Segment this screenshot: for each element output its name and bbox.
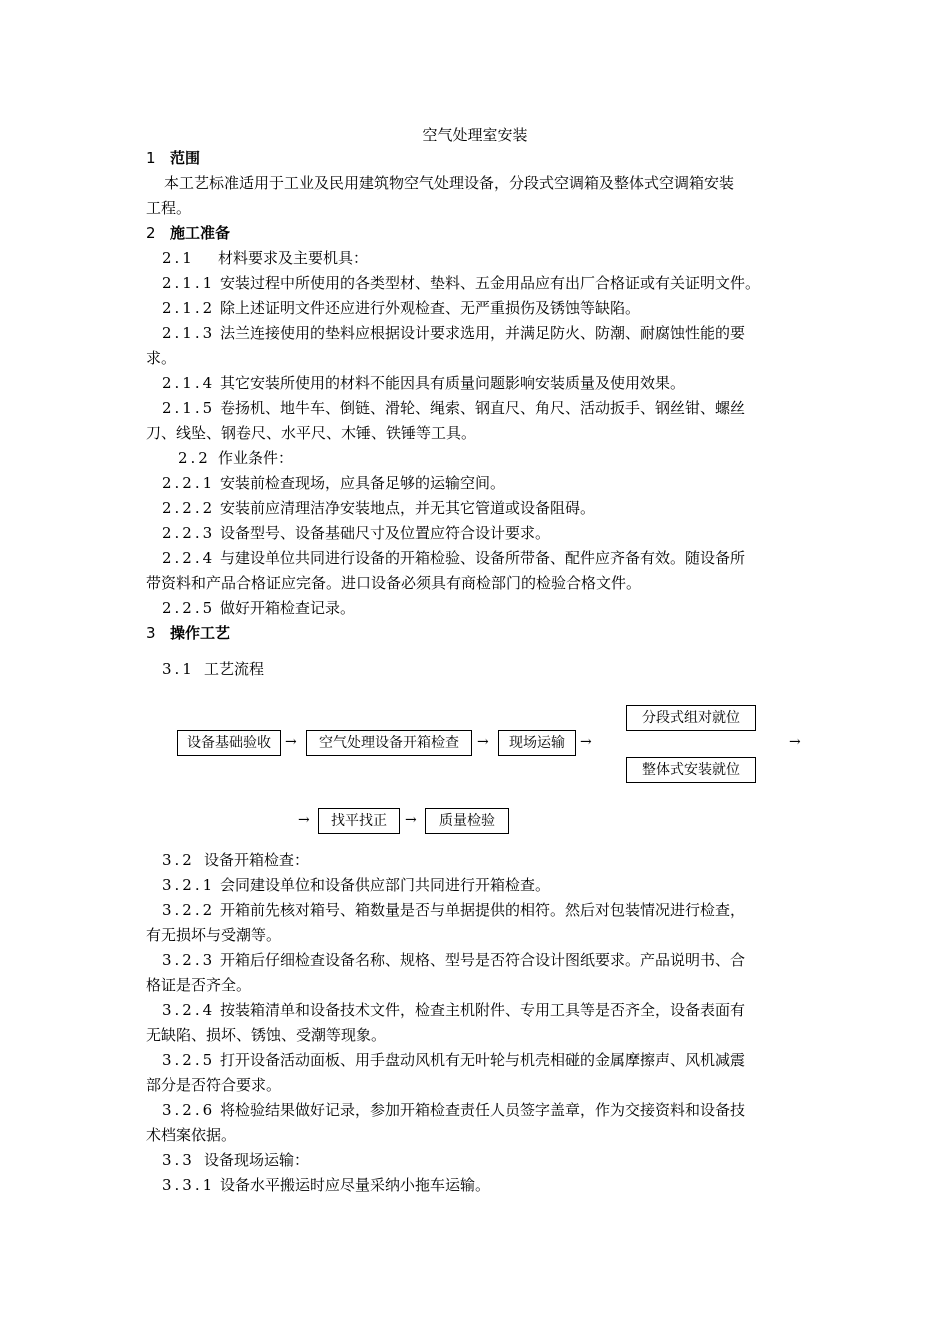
flow-arrow: → (405, 812, 417, 828)
clause-3-1 (162, 657, 842, 682)
clause-text: 卷扬机、地牛车、倒链、滑轮、绳索、钢直尺、角尺、活动扳手、钢丝钳、螺丝 (220, 399, 746, 417)
clause-text: 会同建设单位和设备供应部门共同进行开箱检查。 (220, 876, 551, 894)
clause-text: 打开设备活动面板、用手盘动风机有无叶轮与机壳相碰的金属摩擦声、风机减震 (220, 1051, 746, 1069)
clause-2-2-5 (162, 596, 842, 621)
clause-3-3 (162, 1148, 842, 1173)
flow-step-site-transport: 现场运输 (498, 730, 576, 756)
clause-number: 3.2.6 (162, 1101, 216, 1119)
clause-number: 2.2.3 (162, 524, 216, 542)
section-title: 施工准备 (170, 224, 231, 242)
document-title: 空气处理室安装 (422, 126, 528, 144)
clause-3-2-3 (162, 948, 842, 973)
clause-2-1-1 (162, 271, 842, 296)
clause-text: 其它安装所使用的材料不能因具有质量问题影响安装质量及使用效果。 (220, 374, 686, 392)
clause-2-1-5 (162, 396, 842, 421)
clause-text: 与建设单位共同进行设备的开箱检验、设备所带备、配件应齐备有效。随设备所 (220, 549, 746, 567)
clause-number: 2.1.5 (162, 399, 216, 417)
clause-number: 3.1 (162, 660, 195, 678)
clause-text: 设备水平搬运时应尽量采纳小拖车运输。 (220, 1176, 491, 1194)
clause-2-2-3 (162, 521, 842, 546)
flow-arrow: → (298, 812, 310, 828)
clause-text: 按装箱清单和设备技术文件，检查主机附件、专用工具等是否齐全，设备表面有 (220, 1001, 746, 1019)
clause-3-2-2 (162, 898, 842, 923)
clause-number: 2.2.1 (162, 474, 216, 492)
clause-text: 除上述证明文件还应进行外观检查、无严重损伤及锈蚀等缺陷。 (220, 299, 641, 317)
clause-text: 开箱前先核对箱号、箱数量是否与单据提供的相符。然后对包装情况进行检查， (220, 901, 746, 919)
paragraph-scope-line2: 工程。 (146, 199, 192, 217)
clause-3-2-1 (162, 873, 842, 898)
clause-3-2-6-cont: 术档案依据。 (146, 1126, 237, 1144)
flow-step-sectional-assembly: 分段式组对就位 (626, 705, 756, 731)
flow-step-foundation-acceptance: 设备基础验收 (177, 730, 281, 756)
flow-step-integral-installation: 整体式安装就位 (626, 757, 756, 783)
clause-2-1-3 (162, 321, 842, 346)
clause-number: 2.2 (178, 449, 211, 467)
clause-number: 2.2.5 (162, 599, 216, 617)
flow-arrow: → (285, 734, 297, 750)
clause-2-2 (178, 446, 858, 471)
clause-number: 2.1 (162, 249, 195, 267)
section-1-heading (146, 146, 200, 171)
clause-number: 2.2.2 (162, 499, 216, 517)
flow-step-quality-inspection: 质量检验 (425, 808, 509, 834)
clause-number: 3.2.4 (162, 1001, 216, 1019)
clause-text: 开箱后仔细检查设备名称、规格、型号是否符合设计图纸要求。产品说明书、合 (220, 951, 746, 969)
flow-arrow: → (789, 734, 801, 750)
clause-2-2-2 (162, 496, 842, 521)
flow-step-leveling-alignment: 找平找正 (318, 808, 400, 834)
section-number: 2 (146, 224, 156, 242)
clause-text: 做好开箱检查记录。 (220, 599, 356, 617)
clause-number: 2.2.4 (162, 549, 216, 567)
clause-2-1 (162, 246, 842, 271)
clause-3-2-4 (162, 998, 842, 1023)
clause-text: 设备开箱检查： (204, 851, 310, 869)
clause-number: 3.2.5 (162, 1051, 216, 1069)
clause-text: 材料要求及主要机具： (218, 249, 369, 267)
flow-arrow: → (580, 734, 592, 750)
clause-2-1-3-cont: 求。 (146, 349, 177, 367)
clause-number: 3.2 (162, 851, 195, 869)
clause-2-1-4 (162, 371, 842, 396)
clause-3-2-6 (162, 1098, 842, 1123)
clause-text: 将检验结果做好记录，参加开箱检查责任人员签字盖章，作为交接资料和设备技 (220, 1101, 746, 1119)
clause-2-1-2 (162, 296, 842, 321)
clause-number: 3.2.1 (162, 876, 216, 894)
flow-step-unpacking-inspection: 空气处理设备开箱检查 (306, 730, 472, 756)
clause-text: 法兰连接使用的垫料应根据设计要求选用，并满足防火、防潮、耐腐蚀性能的要 (220, 324, 746, 342)
clause-text: 安装前检查现场，应具备足够的运输空间。 (220, 474, 506, 492)
clause-number: 3.3.1 (162, 1176, 216, 1194)
clause-3-3-1 (162, 1173, 842, 1198)
clause-number: 3.2.2 (162, 901, 216, 919)
clause-3-2-3-cont: 格证是否齐全。 (146, 976, 252, 994)
clause-text: 工艺流程 (204, 660, 265, 678)
clause-3-2-2-cont: 有无损坏与受潮等。 (146, 926, 282, 944)
clause-number: 2.1.4 (162, 374, 216, 392)
section-3-heading (146, 621, 230, 646)
clause-2-2-4 (162, 546, 842, 571)
clause-number: 2.1.3 (162, 324, 216, 342)
clause-text: 设备型号、设备基础尺寸及位置应符合设计要求。 (220, 524, 551, 542)
flow-arrow: → (477, 734, 489, 750)
section-2-heading (146, 221, 230, 246)
clause-3-2-5 (162, 1048, 842, 1073)
clause-number: 3.2.3 (162, 951, 216, 969)
clause-text: 安装前应清理洁净安装地点，并无其它管道或设备阻碍。 (220, 499, 596, 517)
clause-text: 作业条件： (218, 449, 294, 467)
clause-text: 安装过程中所使用的各类型材、垫料、五金用品应有出厂合格证或有关证明文件。 (220, 274, 761, 292)
clause-3-2-4-cont: 无缺陷、损坏、锈蚀、受潮等现象。 (146, 1026, 387, 1044)
paragraph-scope-line1: 本工艺标准适用于工业及民用建筑物空气处理设备，分段式空调箱及整体式空调箱安装 (164, 174, 735, 192)
clause-number: 2.1.1 (162, 274, 216, 292)
clause-number: 3.3 (162, 1151, 195, 1169)
clause-number: 2.1.2 (162, 299, 216, 317)
clause-2-2-1 (162, 471, 842, 496)
clause-2-1-5-cont: 刀、线坠、钢卷尺、水平尺、木锤、铁锤等工具。 (146, 424, 477, 442)
section-number: 3 (146, 624, 156, 642)
section-title: 范围 (170, 149, 201, 167)
clause-2-2-4-cont: 带资料和产品合格证应完备。进口设备必须具有商检部门的检验合格文件。 (146, 574, 642, 592)
clause-3-2 (162, 848, 842, 873)
section-title: 操作工艺 (170, 624, 231, 642)
clause-3-2-5-cont: 部分是否符合要求。 (146, 1076, 282, 1094)
section-number: 1 (146, 149, 156, 167)
clause-text: 设备现场运输： (204, 1151, 310, 1169)
